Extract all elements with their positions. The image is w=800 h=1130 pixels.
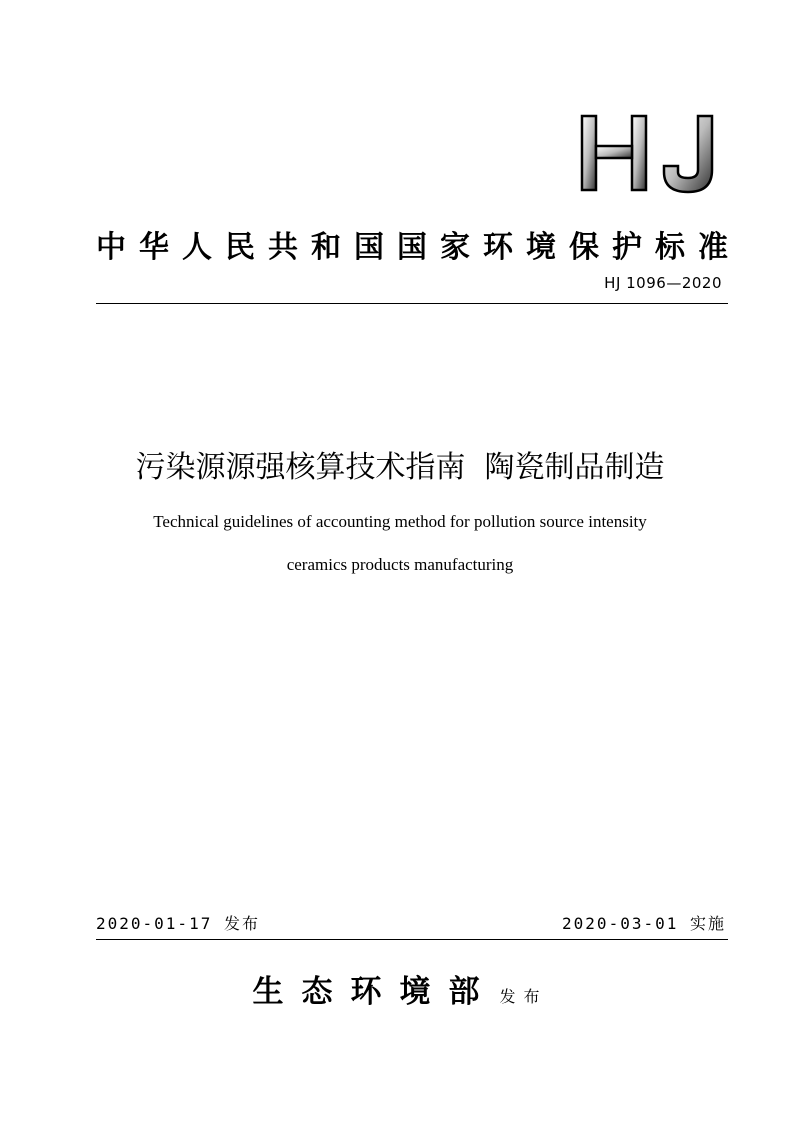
- heading-char: 准: [698, 230, 728, 265]
- publisher: [0, 966, 800, 1011]
- heading-char: 标: [655, 230, 685, 265]
- document-title-english-line1: Technical guidelines of accounting method for pollution source intensity: [153, 512, 647, 531]
- hj-logo-icon: [578, 112, 718, 196]
- header-divider: [96, 303, 728, 304]
- heading-char: 保: [569, 230, 599, 265]
- heading-char: 国: [354, 230, 384, 265]
- heading-char: 家: [440, 230, 470, 265]
- heading-char: 中: [96, 230, 126, 265]
- heading-char: 环: [483, 230, 513, 265]
- heading-char: 人: [182, 230, 212, 265]
- heading-char: 护: [612, 230, 642, 265]
- heading-char: 境: [526, 230, 556, 265]
- heading-char: 华: [139, 230, 169, 265]
- heading-char: 共: [268, 230, 298, 265]
- document-title-english-line2: ceramics products manufacturing: [286, 555, 514, 574]
- publisher-name: 生态环境部: [252, 974, 498, 1010]
- document-title-chinese: 污染源源强核算技术指南 陶瓷制品制造: [135, 450, 665, 485]
- heading-char: 民: [225, 230, 255, 265]
- footer-divider: [96, 939, 728, 940]
- issue-date: 2020-01-17 发布: [96, 914, 260, 933]
- effective-date: 2020-03-01 实施: [562, 914, 726, 933]
- standard-number: HJ 1096—2020: [604, 274, 722, 292]
- heading-char: 国: [397, 230, 427, 265]
- heading-char: 和: [311, 230, 341, 265]
- publisher-suffix: 发布: [499, 987, 548, 1006]
- standard-body-heading: [96, 224, 728, 264]
